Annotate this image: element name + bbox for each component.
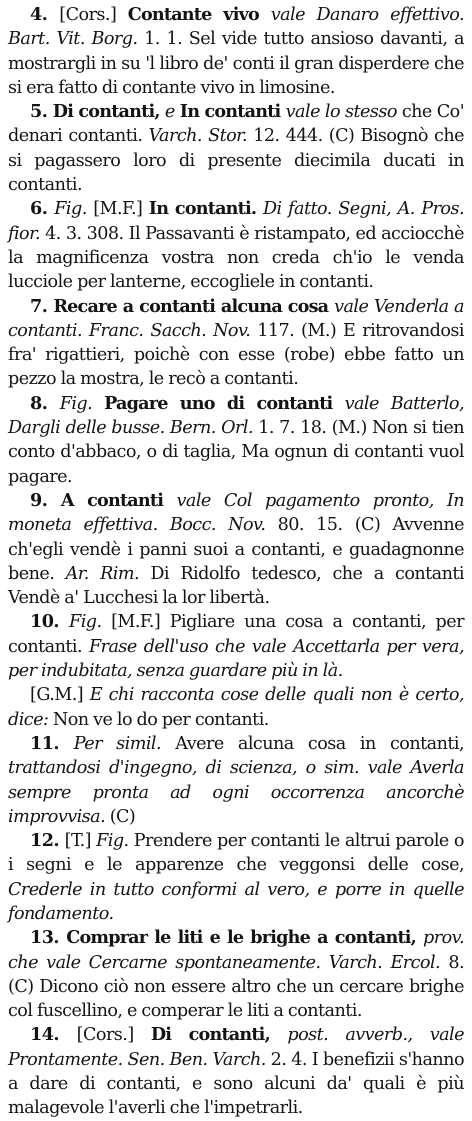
entry-text: [Cors.] <box>76 1025 151 1046</box>
entry-text: Avere alcuna cosa in contanti, <box>175 733 464 754</box>
entry-number: 5. <box>30 101 53 123</box>
dictionary-entry-10 <box>8 610 464 683</box>
dictionary-entry-7 <box>8 295 464 392</box>
entry-headword: Recare a contanti alcuna cosa <box>53 295 335 317</box>
entry-number: 14. <box>30 1024 77 1046</box>
entry-text: 2. 4. I benefizii s'hanno a dare di contanti, e sono alcuni da' quali è più malagevole l'averli che l'impetrarli. <box>8 1049 464 1119</box>
entry-number: 7. <box>30 295 54 317</box>
entry-text: che Co' denari contanti. <box>8 102 465 147</box>
entry-number: 12. <box>30 830 65 852</box>
dictionary-entry-10b <box>8 683 464 732</box>
entry-text: Frase dell'uso che vale Accettarla per vera, per indubitata, senza guardare più in là. <box>8 636 464 682</box>
entry-text: 12. 444. (C) Bisognò che si pagassero loro di presente diecimila ducati in contanti. <box>8 126 465 196</box>
entry-text: 1. 7. 18. (M.) Non si tien conto d'abbaco, o di taglia, Ma ognun di contanti vuol pagare. <box>8 418 464 487</box>
entry-text: 4. 3. 308. Il Passavanti è ristampato, ed acciocchè la magnificenza vostra non creda ch'io le venda lucciole per lanterne, eccogliele in contanti. <box>8 223 465 293</box>
entry-number: 8. <box>30 392 60 414</box>
entry-text: (C) <box>109 806 136 827</box>
entry-headword: In contanti <box>179 101 286 123</box>
dictionary-entry-14 <box>8 1023 464 1120</box>
entry-text: vale Danaro effettivo. Bart. Vit. Borg. <box>8 5 464 50</box>
dictionary-entry-9 <box>8 489 464 610</box>
entry-headword: Pagare uno di contanti <box>104 392 345 414</box>
entry-text: Fig. <box>96 831 134 852</box>
entry-text: 80. 15. (C) Avvenne ch'egli vendè i panni suoi a contanti, e guadagnonne bene. <box>8 515 464 584</box>
entry-text: 8. (C) Dicono ciò non essere altro che un cercare brighe col fuscellino, e comperar le liti a contanti. <box>8 952 464 1022</box>
entry-number: 10. <box>30 611 70 633</box>
entry-text: [G.M.] <box>30 685 90 706</box>
entry-text: 1. 1. Sel vide tutto ansioso davanti, a mostrargli in su 'l libro de' conti il gran disperdere che si era fatto di contante vivo in limosine. <box>8 29 464 98</box>
dictionary-entry-13 <box>8 926 464 1023</box>
entry-headword: A contanti <box>60 489 177 511</box>
entry-number: 6. <box>30 198 55 220</box>
entry-text: e <box>164 102 180 123</box>
entry-headword: Di contanti, <box>52 101 165 123</box>
entry-text: [Cors.] <box>59 5 128 25</box>
entry-text: Non ve lo do per contanti. <box>52 709 269 730</box>
entry-text: Crederle in tutto conformi al vero, e porre in quelle fondamento. <box>8 879 464 924</box>
entry-text: Prendere per contanti le altrui parole o i segni e le apparenze che veggonsi delle cose, <box>8 831 464 876</box>
entry-text: Fig. <box>54 199 94 220</box>
dictionary-entry-11 <box>8 732 464 829</box>
entry-text: Ar. Rim. <box>65 563 151 584</box>
entry-headword: Contante vivo <box>127 4 271 25</box>
dictionary-entry-12 <box>8 829 464 926</box>
entry-text: vale Col pagamento pronto, In moneta effettiva. Bocc. Nov. <box>8 490 465 536</box>
entry-text: Di fatto. Segni, A. Pros. fior. <box>8 199 464 244</box>
dictionary-entry-4 <box>8 3 464 100</box>
entry-text: 117. (M.) E ritrovandosi fra' rigattieri, poichè con esse (robe) ebbe fatto un pezzo la mostra, le recò a contanti. <box>8 320 464 390</box>
entry-text: Fig. <box>69 612 112 633</box>
entry-text: prov. che vale Cercarne spontaneamente. Varch. Ercol. <box>8 928 464 973</box>
entry-headword: Comprar le liti e le brighe a contanti, <box>66 927 424 949</box>
entry-text: vale Venderla a contanti. Franc. Sacch. Nov. <box>8 296 464 341</box>
entry-text: [M.F.] <box>93 199 149 220</box>
entry-text: Fig. <box>59 393 105 414</box>
entry-text: post. avverb., vale Prontamente. Sen. Ben. Varch. <box>8 1025 464 1070</box>
dictionary-entry-5 <box>8 100 464 197</box>
dictionary-entry-8 <box>8 392 464 489</box>
dictionary-entry-6 <box>8 197 464 294</box>
entry-text: vale lo stesso <box>285 102 402 123</box>
entry-text: Per simil. <box>73 733 176 754</box>
entry-text: trattandosi d'ingegno, di scienza, o sim. vale Averla sempre pronta ad ogni occorrenza ancorchè improvvisa. <box>8 758 464 827</box>
entry-text: vale Batterlo, Dargli delle busse. Bern. Orl. <box>8 393 464 439</box>
entry-headword: In contanti. <box>148 198 263 220</box>
entry-number: 9. <box>30 489 61 511</box>
entry-number: 11. <box>30 732 74 754</box>
entry-text: E chi racconta cose delle quali non è certo, dice: <box>8 685 464 730</box>
entry-number: 4. <box>30 4 60 25</box>
entry-text: [T.] <box>64 831 97 852</box>
entry-number: 13. <box>30 927 67 949</box>
entry-headword: Di contanti, <box>150 1024 288 1046</box>
entry-text: Di Ridolfo tedesco, che a contanti Vendè a' Lucchesi la lor libertà. <box>8 563 464 609</box>
entry-text: [M.F.] Pigliare una cosa a contanti, per contanti. <box>8 612 464 657</box>
entry-text: Varch. Stor. <box>148 126 254 147</box>
